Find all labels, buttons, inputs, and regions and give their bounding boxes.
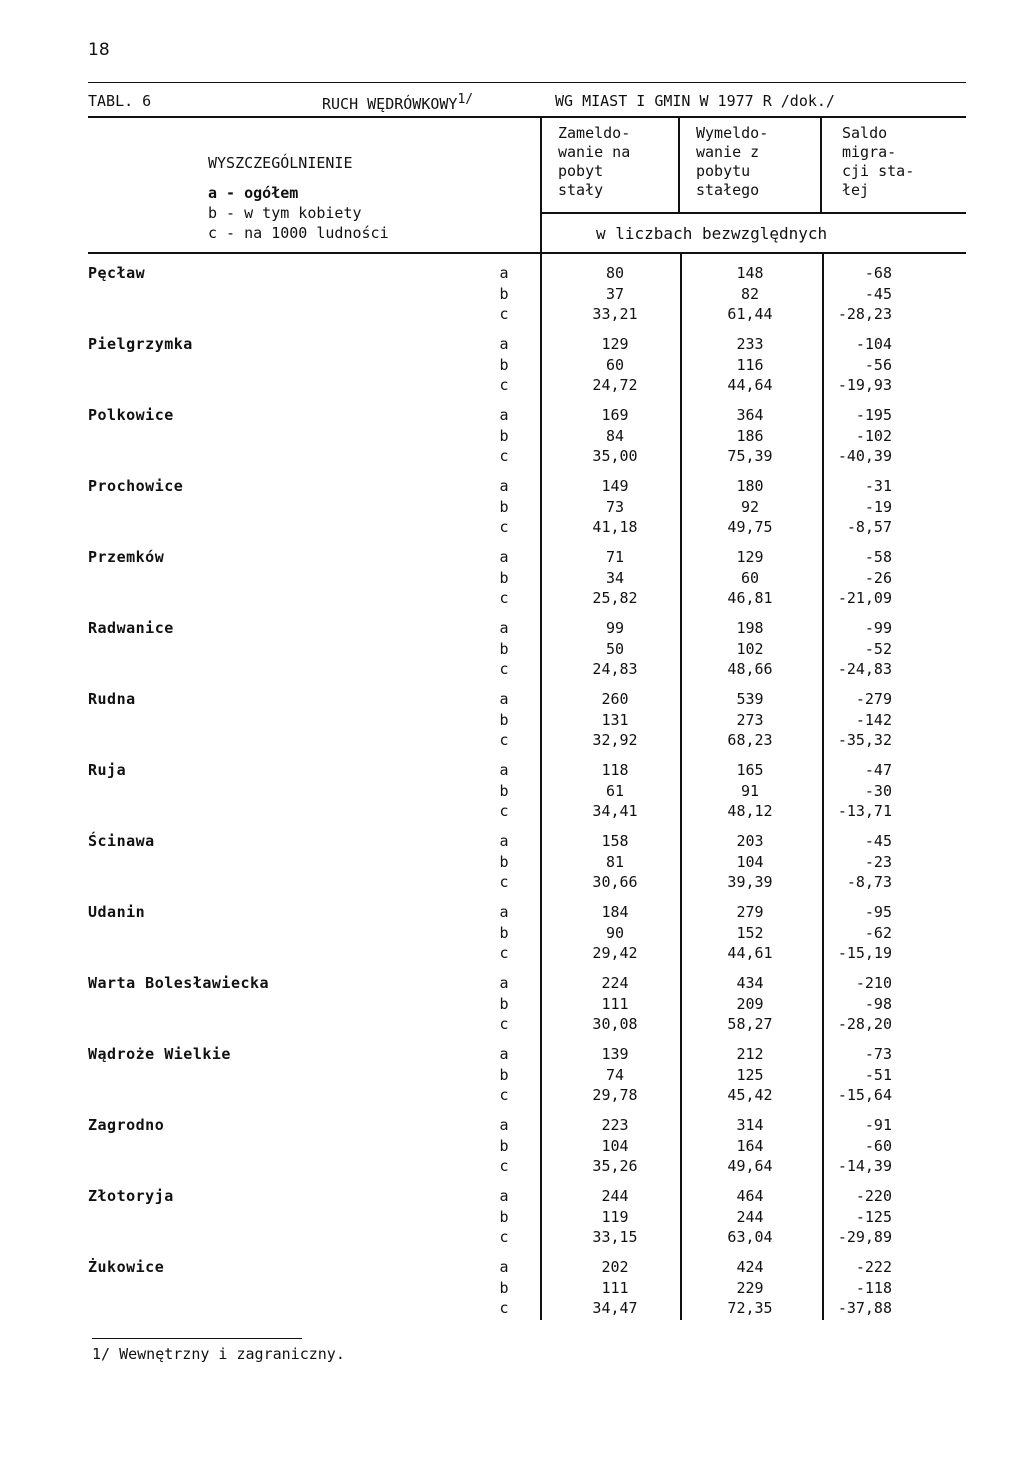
balance-cell: -220 [855, 1187, 892, 1205]
table-row [0, 924, 1024, 944]
deregistrations-cell: 63,04 [727, 1228, 773, 1247]
row-letter: c [499, 944, 509, 963]
deregistrations-cell: 92 [740, 497, 760, 516]
table-row [0, 1045, 1024, 1065]
balance-cell: -60 [864, 1136, 892, 1155]
deregistrations-cell: 180 [736, 477, 764, 495]
row-letter: b [499, 852, 509, 871]
registrations-cell: 33,15 [592, 1228, 638, 1247]
row-letter: b [499, 710, 509, 729]
table-row [0, 782, 1024, 802]
deregistrations-cell: 61,44 [727, 305, 773, 324]
row-letter: c [499, 1228, 509, 1247]
deregistrations-cell: 212 [736, 1045, 764, 1063]
deregistrations-cell: 125 [736, 1065, 764, 1084]
registrations-cell: 80 [605, 264, 625, 282]
registrations-cell: 60 [605, 355, 625, 374]
table-row [0, 974, 1024, 994]
row-letter: c [499, 1015, 509, 1034]
deregistrations-cell: 464 [736, 1187, 764, 1205]
table-row [0, 802, 1024, 822]
row-letter: c [499, 1086, 509, 1105]
registrations-cell: 149 [601, 477, 629, 495]
table-row [0, 1208, 1024, 1228]
registrations-cell: 25,82 [592, 589, 638, 608]
registrations-cell: 111 [601, 1278, 629, 1297]
registrations-cell: 29,78 [592, 1086, 638, 1105]
registrations-cell: 129 [601, 335, 629, 353]
balance-cell: -15,19 [837, 944, 892, 963]
row-letter: a [499, 335, 509, 353]
balance-cell: -19,93 [837, 376, 892, 395]
registrations-cell: 74 [605, 1065, 625, 1084]
registrations-cell: 118 [601, 761, 629, 779]
deregistrations-cell: 129 [736, 548, 764, 566]
registrations-cell: 24,72 [592, 376, 638, 395]
deregistrations-cell: 273 [736, 710, 764, 729]
row-letter: a [499, 903, 509, 921]
table-row [0, 995, 1024, 1015]
locality-name: Prochowice [88, 477, 184, 495]
table-title-rest [555, 92, 835, 110]
registrations-cell: 158 [601, 832, 629, 850]
table-title-main [322, 92, 473, 113]
table-label: TABL. 6 [88, 92, 152, 110]
registrations-cell: 81 [605, 852, 625, 871]
registrations-cell: 34,47 [592, 1299, 638, 1318]
row-letter: c [499, 802, 509, 821]
registrations-cell: 34 [605, 568, 625, 587]
table-row [0, 305, 1024, 325]
deregistrations-cell: 209 [736, 994, 764, 1013]
registrations-cell: 30,08 [592, 1015, 638, 1034]
deregistrations-cell: 39,39 [727, 873, 773, 892]
row-letter: b [499, 639, 509, 658]
locality-name: Zagrodno [88, 1116, 165, 1134]
table-row [0, 731, 1024, 751]
table-row [0, 264, 1024, 284]
col-divider-2 [678, 118, 680, 214]
deregistrations-cell: 233 [736, 335, 764, 353]
table-row [0, 376, 1024, 396]
deregistrations-cell: 58,27 [727, 1015, 773, 1034]
deregistrations-cell: 44,64 [727, 376, 773, 395]
top-rule-1 [88, 82, 966, 83]
table-row [0, 589, 1024, 609]
table-row [0, 356, 1024, 376]
table-row [0, 1299, 1024, 1319]
balance-cell: -28,20 [837, 1015, 892, 1034]
registrations-cell: 50 [605, 639, 625, 658]
table-row [0, 1157, 1024, 1177]
balance-cell: -118 [855, 1278, 892, 1297]
stub-title: WYSZCZEGÓLNIENIE [208, 154, 353, 172]
row-letter: c [499, 1299, 509, 1318]
table-row [0, 1015, 1024, 1035]
row-letter: a [499, 619, 509, 637]
registrations-cell: 119 [601, 1207, 629, 1226]
row-letter: b [499, 1136, 509, 1155]
row-letter: b [499, 497, 509, 516]
table-row [0, 944, 1024, 964]
deregistrations-cell: 45,42 [727, 1086, 773, 1105]
row-letter: b [499, 1065, 509, 1084]
table-row [0, 853, 1024, 873]
balance-cell: -68 [864, 264, 892, 282]
table-row [0, 619, 1024, 639]
table-row [0, 832, 1024, 852]
row-letter: c [499, 589, 509, 608]
balance-cell: -24,83 [837, 660, 892, 679]
balance-cell: -62 [864, 923, 892, 942]
balance-cell: -102 [855, 426, 892, 445]
deregistrations-cell: 49,64 [727, 1157, 773, 1176]
balance-cell: -37,88 [837, 1299, 892, 1318]
locality-name: Pielgrzymka [88, 335, 193, 353]
title-rest: WG MIAST I GMIN W 1977 R /dok./ [555, 92, 835, 110]
deregistrations-cell: 279 [736, 903, 764, 921]
table-row [0, 640, 1024, 660]
balance-cell: -29,89 [837, 1228, 892, 1247]
balance-cell: -95 [864, 903, 892, 921]
registrations-cell: 169 [601, 406, 629, 424]
table-row [0, 498, 1024, 518]
row-letter: a [499, 406, 509, 424]
row-letter: a [499, 974, 509, 992]
registrations-cell: 34,41 [592, 802, 638, 821]
locality-name: Wądroże Wielkie [88, 1045, 231, 1063]
registrations-cell: 244 [601, 1187, 629, 1205]
balance-cell: -19 [864, 497, 892, 516]
top-rule-2 [88, 116, 966, 118]
registrations-cell: 32,92 [592, 731, 638, 750]
deregistrations-cell: 164 [736, 1136, 764, 1155]
deregistrations-cell: 49,75 [727, 518, 773, 537]
title-main: RUCH WĘDRÓWKOWY [322, 95, 458, 113]
locality-name: Warta Bolesławiecka [88, 974, 270, 992]
locality-name: Przemków [88, 548, 165, 566]
balance-cell: -210 [855, 974, 892, 992]
col-divider-3 [820, 118, 822, 214]
row-letter: b [499, 284, 509, 303]
table-row [0, 335, 1024, 355]
locality-name: Złotoryja [88, 1187, 174, 1205]
row-letter: a [499, 690, 509, 708]
footnote-rule [92, 1338, 302, 1339]
table-row [0, 477, 1024, 497]
registrations-cell: 202 [601, 1258, 629, 1276]
balance-cell: -15,64 [837, 1086, 892, 1105]
deregistrations-cell: 198 [736, 619, 764, 637]
table-row [0, 569, 1024, 589]
deregistrations-cell: 434 [736, 974, 764, 992]
balance-cell: -31 [864, 477, 892, 495]
row-letter: b [499, 923, 509, 942]
row-letter: a [499, 761, 509, 779]
table-row [0, 761, 1024, 781]
balance-cell: -73 [864, 1045, 892, 1063]
row-letter: a [499, 1187, 509, 1205]
balance-cell: -13,71 [837, 802, 892, 821]
row-letter: a [499, 1116, 509, 1134]
registrations-cell: 37 [605, 284, 625, 303]
balance-cell: -35,32 [837, 731, 892, 750]
registrations-cell: 224 [601, 974, 629, 992]
title-footnote-mark: 1/ [457, 92, 474, 107]
balance-cell: -8,57 [846, 518, 892, 537]
balance-cell: -195 [855, 406, 892, 424]
deregistrations-cell: 48,12 [727, 802, 773, 821]
registrations-cell: 35,00 [592, 447, 638, 466]
balance-cell: -23 [864, 852, 892, 871]
locality-name: Ścinawa [88, 832, 155, 850]
deregistrations-cell: 82 [740, 284, 760, 303]
balance-cell: -104 [855, 335, 892, 353]
locality-name: Udanin [88, 903, 146, 921]
deregistrations-cell: 314 [736, 1116, 764, 1134]
table-row [0, 690, 1024, 710]
locality-name: Polkowice [88, 406, 174, 424]
registrations-cell: 223 [601, 1116, 629, 1134]
units-label: w liczbach bezwzględnych [596, 224, 828, 243]
balance-cell: -142 [855, 710, 892, 729]
row-letter: a [499, 832, 509, 850]
balance-cell: -40,39 [837, 447, 892, 466]
locality-name: Radwanice [88, 619, 174, 637]
balance-cell: -26 [864, 568, 892, 587]
table-row [0, 1187, 1024, 1207]
deregistrations-cell: 75,39 [727, 447, 773, 466]
table-row [0, 406, 1024, 426]
row-letter: b [499, 568, 509, 587]
balance-cell: -98 [864, 994, 892, 1013]
deregistrations-cell: 91 [740, 781, 760, 800]
deregistrations-cell: 148 [736, 264, 764, 282]
table-row [0, 1066, 1024, 1086]
registrations-cell: 84 [605, 426, 625, 445]
registrations-cell: 104 [601, 1136, 629, 1155]
balance-cell: -45 [864, 832, 892, 850]
table-row [0, 1116, 1024, 1136]
balance-cell: -58 [864, 548, 892, 566]
balance-cell: -56 [864, 355, 892, 374]
deregistrations-cell: 229 [736, 1278, 764, 1297]
table-row [0, 660, 1024, 680]
row-letter: a [499, 548, 509, 566]
balance-cell: -51 [864, 1065, 892, 1084]
registrations-cell: 30,66 [592, 873, 638, 892]
registrations-cell: 29,42 [592, 944, 638, 963]
deregistrations-cell: 186 [736, 426, 764, 445]
row-letter: c [499, 518, 509, 537]
table-row [0, 285, 1024, 305]
registrations-cell: 33,21 [592, 305, 638, 324]
row-letter: b [499, 426, 509, 445]
table-row [0, 1279, 1024, 1299]
deregistrations-cell: 46,81 [727, 589, 773, 608]
deregistrations-cell: 424 [736, 1258, 764, 1276]
row-letter: a [499, 1258, 509, 1276]
col-header-balance: Saldo migra- cji sta- łej [842, 124, 915, 199]
registrations-cell: 139 [601, 1045, 629, 1063]
row-letter: c [499, 660, 509, 679]
table-row [0, 518, 1024, 538]
balance-cell: -14,39 [837, 1157, 892, 1176]
table-row [0, 548, 1024, 568]
deregistrations-cell: 48,66 [727, 660, 773, 679]
registrations-cell: 99 [605, 619, 625, 637]
deregistrations-cell: 72,35 [727, 1299, 773, 1318]
balance-cell: -125 [855, 1207, 892, 1226]
registrations-cell: 61 [605, 781, 625, 800]
balance-cell: -91 [864, 1116, 892, 1134]
row-letter: c [499, 873, 509, 892]
row-letter: b [499, 1207, 509, 1226]
footnote: 1/ Wewnętrzny i zagraniczny. [92, 1345, 345, 1363]
legend-a: a - ogółem [208, 184, 299, 202]
table-row [0, 1137, 1024, 1157]
balance-cell: -30 [864, 781, 892, 800]
row-letter: c [499, 305, 509, 324]
registrations-cell: 24,83 [592, 660, 638, 679]
col-header-deregistrations: Wymeldo- wanie z pobytu stałego [696, 124, 769, 199]
row-letter: b [499, 355, 509, 374]
row-letter: c [499, 447, 509, 466]
row-letter: c [499, 376, 509, 395]
balance-cell: -279 [855, 690, 892, 708]
table-title [88, 92, 151, 110]
locality-name: Pęcław [88, 264, 146, 282]
deregistrations-cell: 102 [736, 639, 764, 658]
deregistrations-cell: 539 [736, 690, 764, 708]
deregistrations-cell: 104 [736, 852, 764, 871]
registrations-cell: 111 [601, 994, 629, 1013]
table-row [0, 711, 1024, 731]
table-row [0, 447, 1024, 467]
balance-cell: -222 [855, 1258, 892, 1276]
deregistrations-cell: 60 [740, 568, 760, 587]
locality-name: Rudna [88, 690, 136, 708]
balance-cell: -52 [864, 639, 892, 658]
registrations-cell: 184 [601, 903, 629, 921]
table-row [0, 1228, 1024, 1248]
table-row [0, 903, 1024, 923]
registrations-cell: 71 [605, 548, 625, 566]
registrations-cell: 90 [605, 923, 625, 942]
balance-cell: -8,73 [846, 873, 892, 892]
registrations-cell: 73 [605, 497, 625, 516]
table-row [0, 873, 1024, 893]
row-letter: a [499, 477, 509, 495]
row-letter: a [499, 264, 509, 282]
legend-b: b - w tym kobiety [208, 204, 362, 222]
deregistrations-cell: 44,61 [727, 944, 773, 963]
deregistrations-cell: 116 [736, 355, 764, 374]
locality-name: Ruja [88, 761, 127, 779]
deregistrations-cell: 244 [736, 1207, 764, 1226]
balance-cell: -45 [864, 284, 892, 303]
balance-cell: -28,23 [837, 305, 892, 324]
registrations-cell: 41,18 [592, 518, 638, 537]
table-row [0, 427, 1024, 447]
row-letter: a [499, 1045, 509, 1063]
balance-cell: -99 [864, 619, 892, 637]
row-letter: b [499, 994, 509, 1013]
locality-name: Żukowice [88, 1258, 165, 1276]
deregistrations-cell: 203 [736, 832, 764, 850]
row-letter: c [499, 1157, 509, 1176]
deregistrations-cell: 152 [736, 923, 764, 942]
row-letter: b [499, 1278, 509, 1297]
table-row [0, 1258, 1024, 1278]
page-number: 18 [88, 40, 110, 60]
registrations-cell: 131 [601, 710, 629, 729]
header-rule-bottom [88, 252, 966, 254]
deregistrations-cell: 364 [736, 406, 764, 424]
row-letter: b [499, 781, 509, 800]
registrations-cell: 260 [601, 690, 629, 708]
row-letter: c [499, 731, 509, 750]
balance-cell: -21,09 [837, 589, 892, 608]
deregistrations-cell: 165 [736, 761, 764, 779]
header-rule-mid [542, 212, 966, 214]
table-row [0, 1086, 1024, 1106]
registrations-cell: 35,26 [592, 1157, 638, 1176]
deregistrations-cell: 68,23 [727, 731, 773, 750]
legend-c: c - na 1000 ludności [208, 224, 389, 242]
balance-cell: -47 [864, 761, 892, 779]
col-header-registrations: Zameldo- wanie na pobyt stały [558, 124, 631, 199]
